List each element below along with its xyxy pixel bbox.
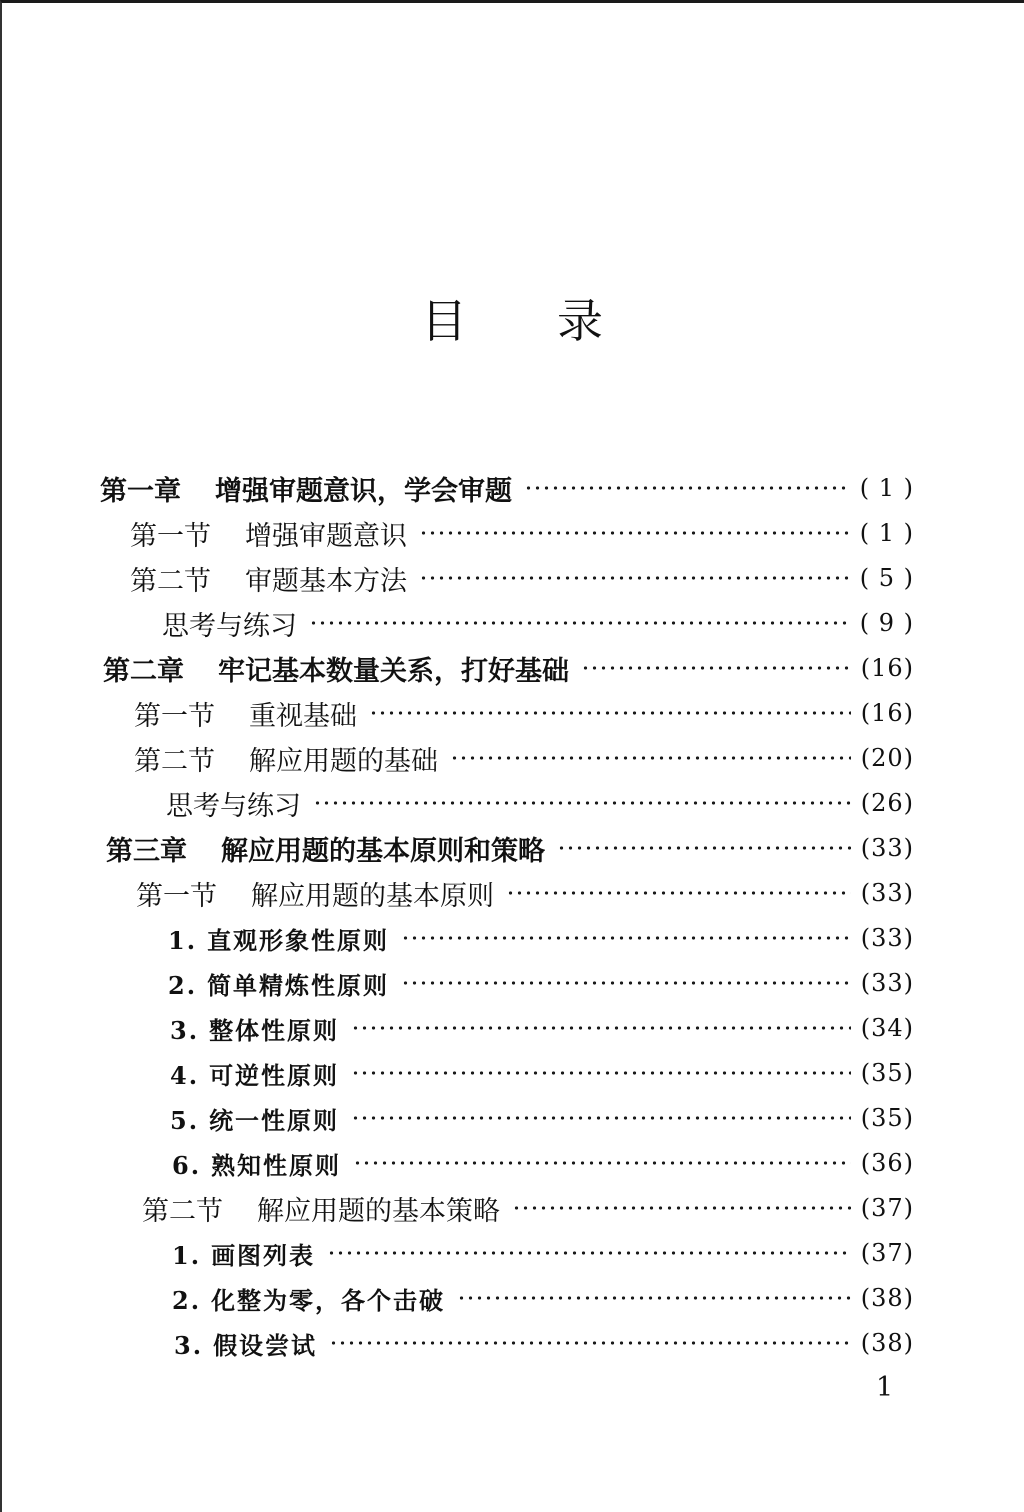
toc-entry (172, 1143, 914, 1183)
toc-entry (168, 963, 914, 1003)
toc-entry (106, 828, 914, 868)
toc-entry-text (134, 739, 438, 778)
toc-entry (103, 648, 914, 688)
toc-entry-label: 3. (174, 1330, 204, 1360)
toc-entry-page: (34) (860, 1014, 914, 1042)
dot-leader (313, 783, 851, 823)
toc-entry (134, 693, 914, 733)
toc-entry-label: 3. (170, 1015, 200, 1045)
dot-leader (524, 468, 850, 508)
toc-entry-title: 解应用题的基本策略 (257, 1195, 500, 1227)
dot-leader (557, 828, 851, 868)
toc-title-char-2: 录 (557, 294, 603, 348)
toc-entry-label: 5. (170, 1105, 200, 1135)
toc-entry (174, 1323, 914, 1363)
dot-leader (329, 1323, 851, 1363)
toc-entry-title: 重视基础 (249, 700, 357, 732)
toc-entry-title: 化整为零，各个击破 (211, 1285, 446, 1315)
toc-entry-text (168, 966, 389, 1001)
toc-entry-title: 熟知性原则 (211, 1150, 342, 1180)
toc-entry (162, 603, 914, 643)
toc-entry-title: 思考与练习 (166, 790, 301, 822)
toc-entry-title: 解应用题的基本原则 (251, 880, 494, 912)
toc-entry-title: 解应用题的基本原则和策略 (221, 835, 545, 867)
toc-title (0, 285, 1024, 351)
toc-entry-text (134, 694, 357, 733)
toc-entry-text (170, 1011, 339, 1046)
toc-entry-text (172, 1281, 445, 1316)
toc-entry-text (170, 1056, 339, 1091)
dot-leader (581, 648, 851, 688)
toc-entry-page: (20) (860, 744, 914, 772)
dot-leader (419, 558, 850, 598)
page-number: 1 (876, 1372, 894, 1403)
dot-leader (309, 603, 850, 643)
toc-entry-page: (33) (860, 969, 914, 997)
toc-entry (142, 1188, 914, 1228)
toc-entry (170, 1008, 914, 1048)
toc-entry-title: 牢记基本数量关系，打好基础 (218, 655, 569, 687)
toc-entry (168, 918, 914, 958)
toc-entry-label: 2. (168, 970, 198, 1000)
toc-entry-page: (26) (860, 789, 914, 817)
toc-entry-page: ( 5 ) (859, 564, 914, 592)
dot-leader (351, 1008, 851, 1048)
toc-entry-page: ( 1 ) (859, 519, 914, 547)
toc-entry-label: 1. (172, 1240, 202, 1270)
toc-entry-label: 第二章 (103, 655, 184, 687)
toc-entry-label: 第一节 (134, 700, 215, 732)
dot-leader (419, 513, 850, 553)
toc-entry-text (142, 1189, 500, 1228)
toc-entry-label: 第一章 (100, 475, 181, 507)
toc-entry-page: (16) (860, 699, 914, 727)
toc-entry-page: (37) (860, 1239, 914, 1267)
toc-entry-label: 第二节 (130, 565, 211, 597)
toc-entry-title: 解应用题的基础 (249, 745, 438, 777)
toc-entry-text (174, 1326, 317, 1361)
toc-entry-page: (33) (860, 834, 914, 862)
toc-entry-title: 画图列表 (211, 1240, 316, 1270)
toc-entry-label: 第二节 (134, 745, 215, 777)
toc-entry-page: ( 9 ) (859, 609, 914, 637)
toc-entry-text (136, 874, 494, 913)
toc-entry-label: 2. (172, 1285, 202, 1315)
toc-entry-page: (36) (860, 1149, 914, 1177)
dot-leader (401, 918, 851, 958)
toc-entry-title: 整体性原则 (209, 1015, 340, 1045)
toc-entry-text (172, 1146, 341, 1181)
toc-entry-page: ( 1 ) (859, 474, 914, 502)
dot-leader (506, 873, 851, 913)
toc-entry-text (103, 649, 569, 688)
toc-entry-title: 审题基本方法 (245, 565, 407, 597)
toc-entry-label: 第二节 (142, 1195, 223, 1227)
toc-entry-text (170, 1101, 339, 1136)
toc-entry (170, 1098, 914, 1138)
toc-entry-label: 1. (168, 925, 198, 955)
toc-entry-title: 直观形象性原则 (207, 925, 390, 955)
toc-entry-label: 第一节 (130, 520, 211, 552)
toc-entry-text (162, 604, 297, 643)
toc-entry-page: (35) (860, 1059, 914, 1087)
toc-entry-title: 假设尝试 (213, 1330, 318, 1360)
toc-entry (130, 558, 914, 598)
toc-entry (166, 783, 914, 823)
toc-entry-page: (38) (860, 1284, 914, 1312)
dot-leader (369, 693, 851, 733)
toc-entry-page: (38) (860, 1329, 914, 1357)
toc-entry-text (172, 1236, 315, 1271)
toc-entry-page: (16) (860, 654, 914, 682)
dot-leader (351, 1098, 851, 1138)
toc-entry-page: (35) (860, 1104, 914, 1132)
dot-leader (457, 1278, 851, 1318)
dot-leader (327, 1233, 851, 1273)
toc-entry (134, 738, 914, 778)
toc-entry-title: 简单精炼性原则 (207, 970, 390, 1000)
toc-entry-text (100, 469, 512, 508)
toc-entry-label: 6. (172, 1150, 202, 1180)
toc-entry-page: (37) (860, 1194, 914, 1222)
toc-entry-text (130, 514, 407, 553)
toc-entry-title: 增强审题意识，学会审题 (215, 475, 512, 507)
toc-entry-text (106, 829, 545, 868)
dot-leader (450, 738, 851, 778)
toc-entry-title: 可逆性原则 (209, 1060, 340, 1090)
toc-entry-text (130, 559, 407, 598)
toc-entry-page: (33) (860, 879, 914, 907)
toc-entry-title: 统一性原则 (209, 1105, 340, 1135)
toc-entry (172, 1233, 914, 1273)
dot-leader (351, 1053, 851, 1093)
dot-leader (353, 1143, 851, 1183)
toc-entry (136, 873, 914, 913)
toc-entry-title: 增强审题意识 (245, 520, 407, 552)
toc-entry (170, 1053, 914, 1093)
toc-entry-label: 第一节 (136, 880, 217, 912)
toc-entry (100, 468, 914, 508)
toc-entry-text (168, 921, 389, 956)
toc-entry (172, 1278, 914, 1318)
toc-entry-label: 第三章 (106, 835, 187, 867)
toc-entry-title: 思考与练习 (162, 610, 297, 642)
toc-entry-label: 4. (170, 1060, 200, 1090)
dot-leader (401, 963, 851, 1003)
toc-entry-text (166, 784, 301, 823)
toc-entry-page: (33) (860, 924, 914, 952)
dot-leader (512, 1188, 851, 1228)
toc-title-char-1: 目 (421, 294, 467, 348)
toc-entry (130, 513, 914, 553)
